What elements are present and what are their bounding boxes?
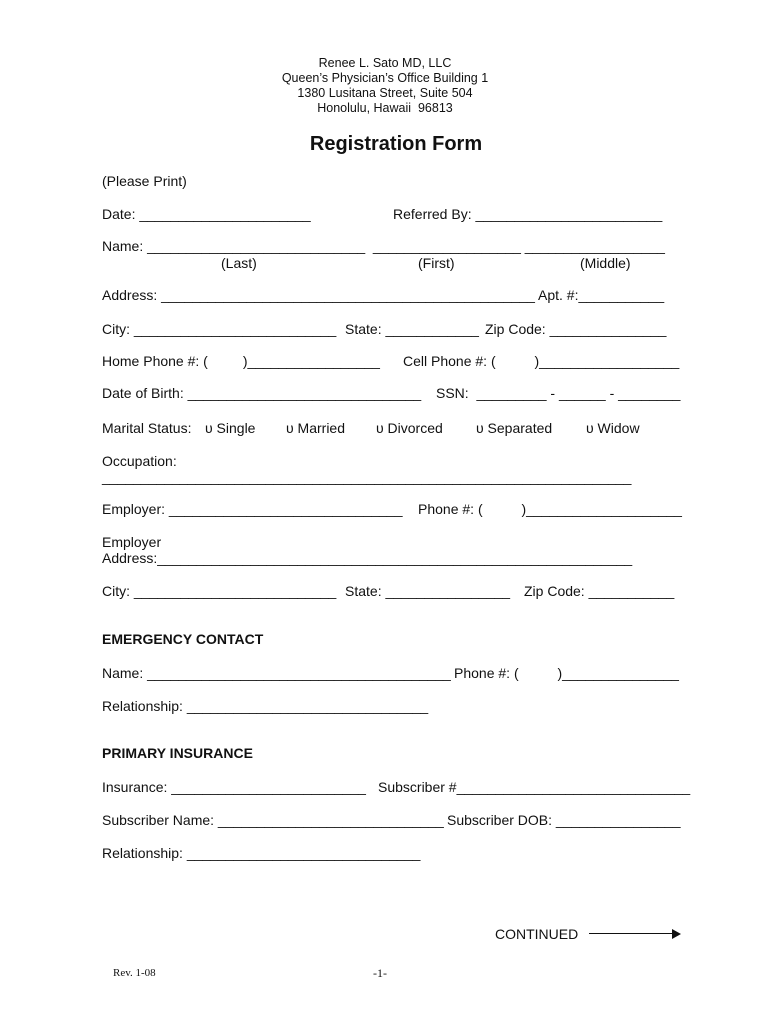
name-first-caption: (First) bbox=[418, 255, 455, 271]
name-middle-caption: (Middle) bbox=[580, 255, 631, 271]
referred-by-field[interactable]: Referred By: ________________________ bbox=[393, 206, 663, 222]
practice-city: Honolulu, Hawaii 96813 bbox=[317, 101, 453, 115]
emergency-relationship-field[interactable]: Relationship: _______________________________ bbox=[102, 698, 429, 714]
page-title: Registration Form bbox=[309, 133, 483, 155]
date-field[interactable]: Date: ______________________ bbox=[102, 206, 311, 222]
emergency-contact-heading: EMERGENCY CONTACT bbox=[102, 631, 264, 647]
please-print-note: (Please Print) bbox=[102, 173, 187, 189]
subscriber-number-field[interactable]: Subscriber #______________________________ bbox=[378, 779, 691, 795]
address-field[interactable]: Address: ________________________________________________ Apt. #:___________ bbox=[102, 287, 665, 303]
marital-status-label: Marital Status: bbox=[102, 420, 192, 436]
emergency-phone-field[interactable]: Phone #: ( )_______________ bbox=[454, 665, 679, 681]
marital-option-married[interactable]: υ Married bbox=[286, 420, 346, 436]
occupation-label: Occupation: bbox=[102, 453, 177, 469]
subscriber-name-field[interactable]: Subscriber Name: _____________________________ bbox=[102, 812, 444, 828]
marital-option-separated[interactable]: υ Separated bbox=[476, 420, 553, 436]
ssn-field[interactable]: SSN: _________ - ______ - ________ bbox=[436, 385, 681, 401]
employer-field[interactable]: Employer: ______________________________ bbox=[102, 501, 403, 517]
practice-name: Renee L. Sato MD, LLC bbox=[318, 56, 452, 70]
cell-phone-field[interactable]: Cell Phone #: ( )__________________ bbox=[403, 353, 680, 369]
emergency-name-field[interactable]: Name: _______________________________________ bbox=[102, 665, 451, 681]
name-last-caption: (Last) bbox=[221, 255, 257, 271]
date-of-birth-field[interactable]: Date of Birth: ______________________________ bbox=[102, 385, 422, 401]
marital-option-widow[interactable]: υ Widow bbox=[586, 420, 640, 436]
continued-arrow-icon bbox=[589, 933, 673, 934]
primary-insurance-heading: PRIMARY INSURANCE bbox=[102, 745, 253, 761]
practice-street: 1380 Lusitana Street, Suite 504 bbox=[297, 86, 473, 100]
insurance-field[interactable]: Insurance: _________________________ bbox=[102, 779, 366, 795]
employer-zip-field[interactable]: Zip Code: ___________ bbox=[524, 583, 675, 599]
practice-building: Queen’s Physician’s Office Building 1 bbox=[281, 71, 489, 85]
marital-option-single[interactable]: υ Single bbox=[205, 420, 256, 436]
home-phone-field[interactable]: Home Phone #: ( )_________________ bbox=[102, 353, 380, 369]
name-field[interactable]: Name: ____________________________ ___________________ __________________ bbox=[102, 238, 665, 254]
insurance-relationship-field[interactable]: Relationship: ______________________________ bbox=[102, 845, 421, 861]
page-number: -1- bbox=[373, 966, 387, 980]
city-field[interactable]: City: __________________________ bbox=[102, 321, 337, 337]
zip-field[interactable]: Zip Code: _______________ bbox=[485, 321, 667, 337]
arrow-head-icon bbox=[672, 929, 681, 939]
employer-address-label: Employer bbox=[102, 534, 162, 550]
revision-label: Rev. 1-08 bbox=[113, 967, 156, 979]
subscriber-dob-field[interactable]: Subscriber DOB: ________________ bbox=[447, 812, 681, 828]
marital-option-divorced[interactable]: υ Divorced bbox=[376, 420, 443, 436]
state-field[interactable]: State: ____________ bbox=[345, 321, 479, 337]
continued-label: CONTINUED bbox=[495, 926, 579, 942]
employer-city-field[interactable]: City: __________________________ bbox=[102, 583, 337, 599]
employer-phone-field[interactable]: Phone #: ( )____________________ bbox=[418, 501, 682, 517]
occupation-field[interactable]: ____________________________________________________________________ bbox=[102, 469, 632, 485]
employer-state-field[interactable]: State: ________________ bbox=[345, 583, 511, 599]
employer-address-field[interactable]: Address:_____________________________________________________________ bbox=[102, 550, 633, 566]
